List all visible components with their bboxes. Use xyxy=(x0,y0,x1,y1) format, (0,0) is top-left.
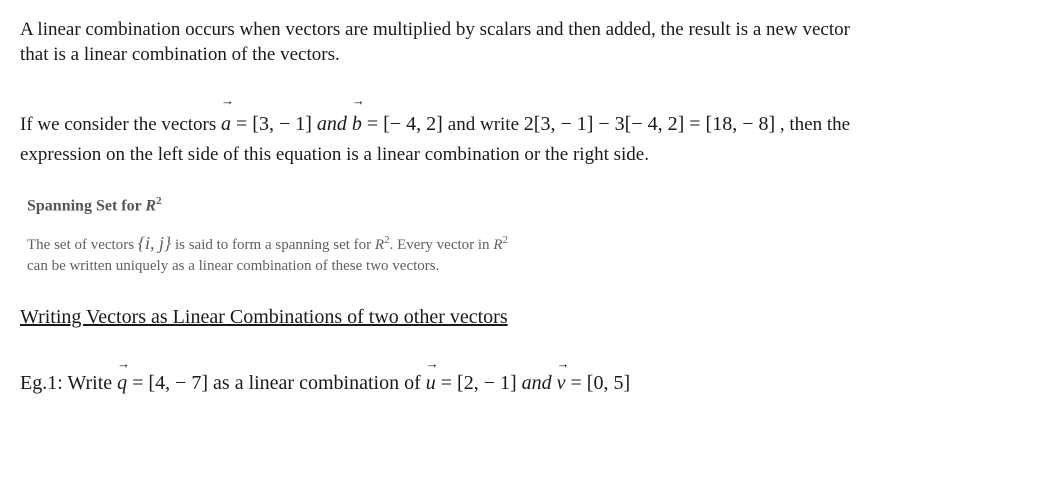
vector-a-expression xyxy=(221,93,448,135)
example-paragraph xyxy=(20,93,851,170)
vector-v-value: = [0, 5] xyxy=(570,372,631,394)
vector-b: → b xyxy=(351,93,365,135)
vector-q: → q xyxy=(117,356,131,394)
intro-line-2: that is a linear combination of the vectors. xyxy=(20,44,340,65)
example-line-2: expression on the left side of this equation is a linear combination or the right side. xyxy=(20,144,649,165)
write-word: and write xyxy=(447,114,520,135)
example-lead: If we consider the vectors xyxy=(20,114,217,135)
example-tail: , then the xyxy=(779,114,851,135)
example-1 xyxy=(20,356,631,395)
vector-u: → u xyxy=(425,356,439,394)
intro-line-1: A linear combination occurs when vectors are multiplied by scalars and then added, the result is a new vector xyxy=(20,19,850,40)
vector-q-value: = [4, − 7] xyxy=(132,372,209,394)
vector-arrow-icon: → xyxy=(556,356,570,371)
vector-arrow-icon: → xyxy=(221,93,235,108)
example-line-1 xyxy=(20,93,851,140)
section-heading: Writing Vectors as Linear Combinations of two other vectors xyxy=(20,306,508,328)
unit-vector-set: {i, j} xyxy=(137,233,172,254)
vector-arrow-icon: → xyxy=(425,356,439,371)
spanning-set-box xyxy=(27,195,508,277)
vector-u-value: = [2, − 1] xyxy=(440,372,517,394)
combination-equation: 2[3, − 1] − 3[− 4, 2] = [18, − 8] xyxy=(523,113,776,135)
spanning-set-text xyxy=(27,230,508,277)
intro-paragraph xyxy=(20,17,850,67)
spanning-set-line-1: The set of vectors {i, j} is said to form a spanning set for $R^2$. Every vector in $R^2$ xyxy=(27,233,508,254)
and-word: and xyxy=(521,372,552,394)
vector-v: → v xyxy=(556,356,570,394)
vector-a-value: = [3, − 1] xyxy=(236,113,312,135)
vector-a: → a xyxy=(221,93,235,135)
vector-b-value: = [− 4, 2] xyxy=(366,113,443,135)
spanning-set-line-2: can be written uniquely as a linear combination of these two vectors. xyxy=(27,258,440,275)
spanning-set-title: Spanning Set for $R^2$ xyxy=(27,195,162,215)
vector-arrow-icon: → xyxy=(117,356,131,371)
example-1-label: Eg.1: Write xyxy=(20,372,113,394)
vector-arrow-icon: → xyxy=(351,93,365,108)
example-1-mid: as a linear combination of xyxy=(213,372,421,394)
and-word: and xyxy=(316,113,347,135)
